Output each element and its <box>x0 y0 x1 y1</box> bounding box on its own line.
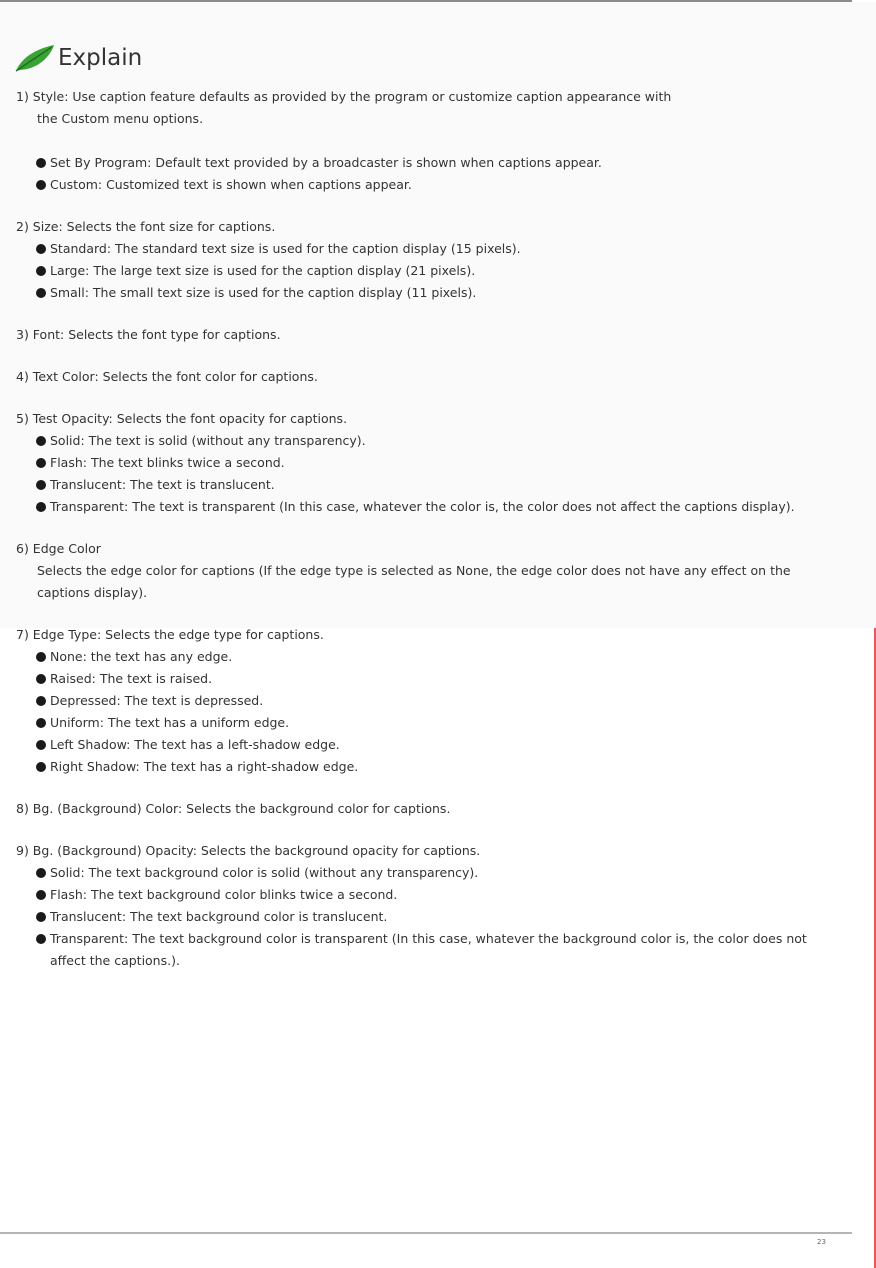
bullet-text: Flash: The text blinks twice a second. <box>50 455 285 470</box>
list-item <box>36 430 846 452</box>
bullet-text: Transparent: The text background color is transparent (In this case, whatever the background color is, the color does not affect the captions.). <box>50 931 807 968</box>
section-title: 1) Style: Use caption feature defaults as provided by the program or customize caption appearance with <box>16 89 672 104</box>
bullet-text: Translucent: The text background color is translucent. <box>50 909 388 924</box>
list-item <box>36 712 846 734</box>
bullet-text: Translucent: The text is translucent. <box>50 477 275 492</box>
list-item <box>36 260 846 282</box>
bullet-dot-icon <box>36 266 46 276</box>
bullet-list <box>16 646 846 778</box>
bullet-dot-icon <box>36 502 46 512</box>
bullet-text: Uniform: The text has a uniform edge. <box>50 715 290 730</box>
section-bg-opacity <box>16 840 846 972</box>
leaf-icon <box>14 43 56 73</box>
bullet-dot-icon <box>36 912 46 922</box>
explanation-list <box>16 86 846 992</box>
bullet-list <box>16 152 846 196</box>
bullet-text: Small: The small text size is used for the caption display (11 pixels). <box>50 285 477 300</box>
bullet-list <box>16 430 846 518</box>
section-title: 4) Text Color: Selects the font color for captions. <box>16 369 318 384</box>
bullet-dot-icon <box>36 740 46 750</box>
section-text: the Custom menu options. <box>37 111 204 126</box>
list-item <box>36 152 846 174</box>
list-item <box>36 496 846 518</box>
list-item <box>36 734 846 756</box>
list-item <box>36 174 846 196</box>
bullet-text: Set By Program: Default text provided by a broadcaster is shown when captions appear. <box>50 155 602 170</box>
bullet-text: Large: The large text size is used for the caption display (21 pixels). <box>50 263 476 278</box>
list-item <box>36 452 846 474</box>
section-edge-color <box>16 538 846 604</box>
bullet-text: Raised: The text is raised. <box>50 671 213 686</box>
list-item <box>36 884 846 906</box>
bullet-dot-icon <box>36 436 46 446</box>
bullet-dot-icon <box>36 180 46 190</box>
bullet-text: Flash: The text background color blinks twice a second. <box>50 887 398 902</box>
bullet-dot-icon <box>36 674 46 684</box>
section-heading <box>14 41 142 75</box>
bullet-dot-icon <box>36 762 46 772</box>
bullet-dot-icon <box>36 288 46 298</box>
section-text-color <box>16 366 846 388</box>
list-item <box>36 756 846 778</box>
section-title: 8) Bg. (Background) Color: Selects the background color for captions. <box>16 801 451 816</box>
heading-title: Explain <box>58 45 143 71</box>
list-item <box>36 474 846 496</box>
bullet-list <box>16 862 846 972</box>
bullet-dot-icon <box>36 480 46 490</box>
bullet-text: Solid: The text background color is solid (without any transparency). <box>50 865 479 880</box>
bullet-text: Standard: The standard text size is used for the caption display (15 pixels). <box>50 241 521 256</box>
bullet-dot-icon <box>36 158 46 168</box>
bullet-dot-icon <box>36 718 46 728</box>
section-text: Selects the edge color for captions (If the edge type is selected as None, the edge color does not have any effect on the captions display). <box>37 563 791 600</box>
bullet-dot-icon <box>36 652 46 662</box>
section-bg-color <box>16 798 846 820</box>
bullet-list <box>16 238 846 304</box>
list-item <box>36 862 846 884</box>
section-size <box>16 216 846 304</box>
bullet-text: Depressed: The text is depressed. <box>50 693 264 708</box>
bullet-text: Transparent: The text is transparent (In this case, whatever the color is, the color does not affect the captions display). <box>50 499 795 514</box>
bullet-text: Left Shadow: The text has a left-shadow edge. <box>50 737 340 752</box>
list-item <box>36 668 846 690</box>
page-number: 23 <box>817 1238 826 1246</box>
section-title: 7) Edge Type: Selects the edge type for captions. <box>16 627 324 642</box>
bullet-text: Custom: Customized text is shown when captions appear. <box>50 177 412 192</box>
section-title: 3) Font: Selects the font type for captions. <box>16 327 281 342</box>
list-item <box>36 690 846 712</box>
section-title: 9) Bg. (Background) Opacity: Selects the background opacity for captions. <box>16 843 481 858</box>
bullet-text: Right Shadow: The text has a right-shadow edge. <box>50 759 359 774</box>
bullet-dot-icon <box>36 868 46 878</box>
section-text-opacity <box>16 408 846 518</box>
bullet-dot-icon <box>36 696 46 706</box>
list-item <box>36 928 846 972</box>
bullet-dot-icon <box>36 890 46 900</box>
section-title: 5) Test Opacity: Selects the font opacity for captions. <box>16 411 348 426</box>
section-title: 6) Edge Color <box>16 541 101 556</box>
list-item <box>36 238 846 260</box>
section-edge-type <box>16 624 846 778</box>
bullet-dot-icon <box>36 458 46 468</box>
bottom-divider <box>0 1232 852 1234</box>
section-font <box>16 324 846 346</box>
list-item <box>36 906 846 928</box>
section-title: 2) Size: Selects the font size for captions. <box>16 219 276 234</box>
bullet-dot-icon <box>36 934 46 944</box>
bullet-text: None: the text has any edge. <box>50 649 233 664</box>
section-style <box>16 86 846 196</box>
bullet-dot-icon <box>36 244 46 254</box>
list-item <box>36 282 846 304</box>
list-item <box>36 646 846 668</box>
bullet-text: Solid: The text is solid (without any transparency). <box>50 433 366 448</box>
